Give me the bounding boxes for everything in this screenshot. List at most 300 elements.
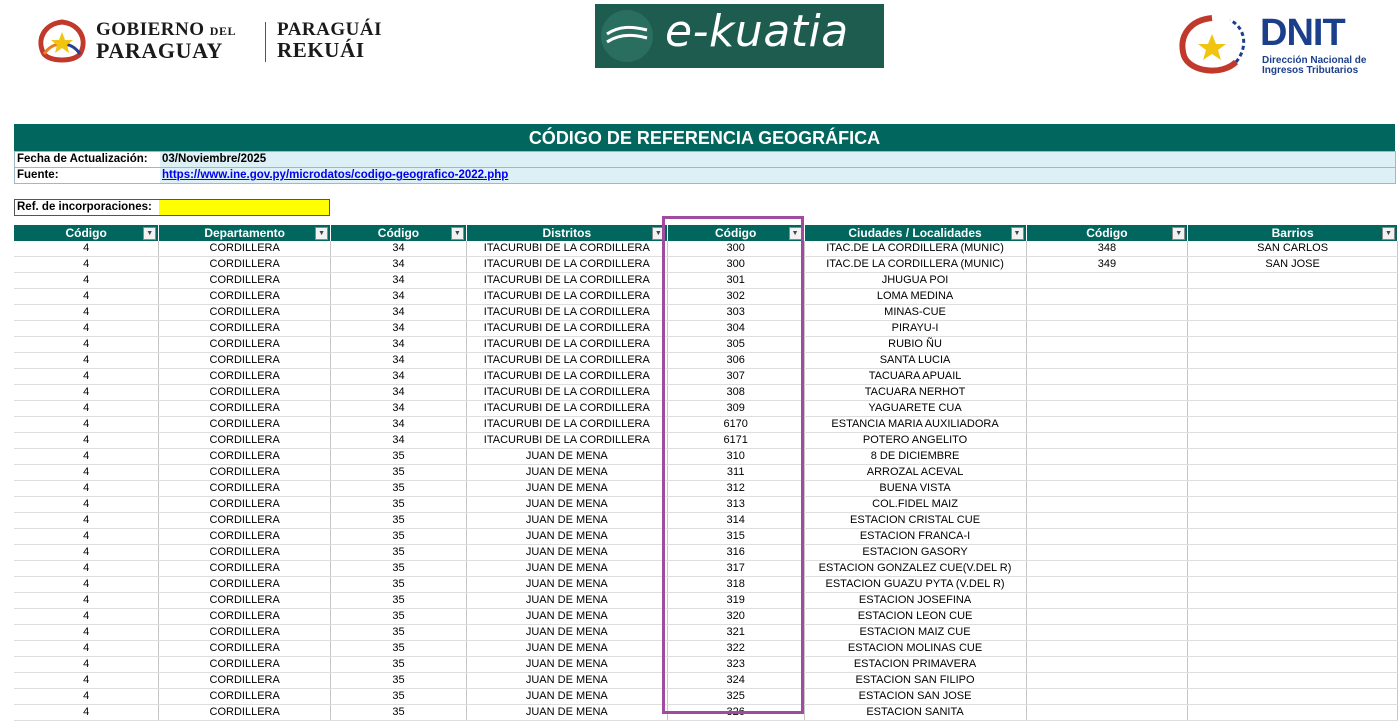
- table-cell[interactable]: [1026, 641, 1188, 657]
- table-cell[interactable]: 34: [331, 321, 467, 337]
- table-cell[interactable]: 4: [14, 497, 159, 513]
- table-cell[interactable]: ITACURUBI DE LA CORDILLERA: [466, 369, 667, 385]
- table-cell[interactable]: [1026, 273, 1188, 289]
- table-cell[interactable]: CORDILLERA: [159, 305, 331, 321]
- table-cell[interactable]: 34: [331, 257, 467, 273]
- table-cell[interactable]: 4: [14, 257, 159, 273]
- table-cell[interactable]: TACUARA APUAIL: [804, 369, 1026, 385]
- table-cell[interactable]: 35: [331, 465, 467, 481]
- table-cell[interactable]: 308: [667, 385, 804, 401]
- column-header[interactable]: [1188, 225, 1398, 241]
- table-cell[interactable]: [1026, 545, 1188, 561]
- fecha-value[interactable]: 03/Noviembre/2025: [160, 151, 1396, 168]
- table-cell[interactable]: [1188, 289, 1398, 305]
- table-cell[interactable]: 35: [331, 481, 467, 497]
- table-cell[interactable]: ESTACION SAN JOSE: [804, 689, 1026, 705]
- table-cell[interactable]: ESTACION LEON CUE: [804, 609, 1026, 625]
- table-cell[interactable]: 315: [667, 529, 804, 545]
- table-cell[interactable]: 4: [14, 337, 159, 353]
- table-cell[interactable]: 4: [14, 689, 159, 705]
- table-cell[interactable]: 4: [14, 369, 159, 385]
- ekuatia-wordmark: e-kuatia: [665, 6, 849, 57]
- table-body: [14, 241, 1398, 721]
- column-header-label: Código: [715, 226, 757, 240]
- table-cell[interactable]: [1026, 321, 1188, 337]
- table-cell[interactable]: 35: [331, 513, 467, 529]
- table-cell[interactable]: [1026, 529, 1188, 545]
- table-cell[interactable]: 34: [331, 337, 467, 353]
- table-cell[interactable]: 35: [331, 577, 467, 593]
- table-row: [14, 289, 1398, 305]
- table-cell[interactable]: [1026, 513, 1188, 529]
- sheet-title: CÓDIGO DE REFERENCIA GEOGRÁFICA: [14, 124, 1395, 151]
- column-header-label: Código: [1086, 226, 1128, 240]
- table-cell[interactable]: [1188, 593, 1398, 609]
- table-cell[interactable]: [1188, 465, 1398, 481]
- table-cell[interactable]: [1026, 673, 1188, 689]
- table-cell[interactable]: CORDILLERA: [159, 673, 331, 689]
- table-cell[interactable]: 35: [331, 449, 467, 465]
- table-cell[interactable]: [1026, 401, 1188, 417]
- table-cell[interactable]: ITACURUBI DE LA CORDILLERA: [466, 385, 667, 401]
- table-cell[interactable]: ESTACION SANITA: [804, 705, 1026, 721]
- table-cell[interactable]: 4: [14, 401, 159, 417]
- table-cell[interactable]: JUAN DE MENA: [466, 481, 667, 497]
- table-cell[interactable]: CORDILLERA: [159, 417, 331, 433]
- table-cell[interactable]: [1026, 561, 1188, 577]
- table-cell[interactable]: [1026, 593, 1188, 609]
- table-cell[interactable]: ITACURUBI DE LA CORDILLERA: [466, 417, 667, 433]
- dnit-subtitle-2: Ingresos Tributarios: [1262, 65, 1359, 76]
- table-cell[interactable]: SAN JOSE: [1188, 257, 1398, 273]
- table-cell[interactable]: 34: [331, 385, 467, 401]
- table-cell[interactable]: 4: [14, 321, 159, 337]
- table-cell[interactable]: CORDILLERA: [159, 433, 331, 449]
- filter-dropdown-icon[interactable]: ▼: [451, 227, 464, 240]
- table-cell[interactable]: 322: [667, 641, 804, 657]
- table-cell[interactable]: 35: [331, 641, 467, 657]
- table-cell[interactable]: CORDILLERA: [159, 593, 331, 609]
- table-cell[interactable]: [1188, 561, 1398, 577]
- table-cell[interactable]: 35: [331, 689, 467, 705]
- table-cell[interactable]: CORDILLERA: [159, 625, 331, 641]
- table-cell[interactable]: ARROZAL ACEVAL: [804, 465, 1026, 481]
- table-cell[interactable]: 8 DE DICIEMBRE: [804, 449, 1026, 465]
- table-cell[interactable]: ESTACION CRISTAL CUE: [804, 513, 1026, 529]
- table-cell[interactable]: 34: [331, 433, 467, 449]
- table-cell[interactable]: LOMA MEDINA: [804, 289, 1026, 305]
- table-cell[interactable]: ITAC.DE LA CORDILLERA (MUNIC): [804, 241, 1026, 257]
- table-cell[interactable]: CORDILLERA: [159, 369, 331, 385]
- table-cell[interactable]: JUAN DE MENA: [466, 545, 667, 561]
- table-cell[interactable]: 4: [14, 353, 159, 369]
- table-cell[interactable]: JUAN DE MENA: [466, 449, 667, 465]
- paraguay-text: PARAGUAY: [96, 38, 224, 63]
- fecha-row: [14, 151, 1395, 167]
- column-header-label: Código: [65, 226, 107, 240]
- table-cell[interactable]: CORDILLERA: [159, 657, 331, 673]
- table-cell[interactable]: [1026, 449, 1188, 465]
- table-cell[interactable]: CORDILLERA: [159, 321, 331, 337]
- filter-dropdown-icon[interactable]: ▼: [789, 227, 802, 240]
- table-cell[interactable]: [1188, 481, 1398, 497]
- table-cell[interactable]: [1188, 273, 1398, 289]
- table-cell[interactable]: 307: [667, 369, 804, 385]
- table-cell[interactable]: 35: [331, 609, 467, 625]
- table-cell[interactable]: MINAS-CUE: [804, 305, 1026, 321]
- table-cell[interactable]: JUAN DE MENA: [466, 625, 667, 641]
- table-cell[interactable]: 4: [14, 545, 159, 561]
- table-cell[interactable]: [1188, 305, 1398, 321]
- table-cell[interactable]: [1188, 705, 1398, 721]
- table-cell[interactable]: ITACURUBI DE LA CORDILLERA: [466, 321, 667, 337]
- table-cell[interactable]: CORDILLERA: [159, 449, 331, 465]
- table-cell[interactable]: 310: [667, 449, 804, 465]
- table-cell[interactable]: [1188, 449, 1398, 465]
- column-header[interactable]: [667, 225, 804, 241]
- table-cell[interactable]: SANTA LUCIA: [804, 353, 1026, 369]
- column-header[interactable]: [331, 225, 467, 241]
- table-cell[interactable]: 4: [14, 593, 159, 609]
- table-cell[interactable]: CORDILLERA: [159, 353, 331, 369]
- table-cell[interactable]: JUAN DE MENA: [466, 593, 667, 609]
- filter-dropdown-icon[interactable]: ▼: [1172, 227, 1185, 240]
- table-cell[interactable]: CORDILLERA: [159, 705, 331, 721]
- table-cell[interactable]: ESTACION GASORY: [804, 545, 1026, 561]
- table-cell[interactable]: ITACURUBI DE LA CORDILLERA: [466, 241, 667, 257]
- ekuatia-emblem-icon: [595, 4, 659, 68]
- table-cell[interactable]: 35: [331, 497, 467, 513]
- table-cell[interactable]: ITACURUBI DE LA CORDILLERA: [466, 273, 667, 289]
- table-cell[interactable]: 4: [14, 465, 159, 481]
- table-cell[interactable]: CORDILLERA: [159, 497, 331, 513]
- table-cell[interactable]: CORDILLERA: [159, 609, 331, 625]
- table-cell[interactable]: [1026, 497, 1188, 513]
- table-cell[interactable]: 300: [667, 241, 804, 257]
- filter-dropdown-icon[interactable]: ▼: [1011, 227, 1024, 240]
- table-cell[interactable]: [1026, 689, 1188, 705]
- column-header-label: Departamento: [204, 226, 285, 240]
- table-cell[interactable]: JUAN DE MENA: [466, 497, 667, 513]
- table-cell[interactable]: CORDILLERA: [159, 289, 331, 305]
- table-cell[interactable]: 35: [331, 561, 467, 577]
- table-row: [14, 257, 1398, 273]
- table-cell[interactable]: JUAN DE MENA: [466, 609, 667, 625]
- table-row: [14, 561, 1398, 577]
- table-cell[interactable]: JUAN DE MENA: [466, 705, 667, 721]
- table-cell[interactable]: ESTACION MOLINAS CUE: [804, 641, 1026, 657]
- table-cell[interactable]: SAN CARLOS: [1188, 241, 1398, 257]
- table-cell[interactable]: 34: [331, 353, 467, 369]
- table-cell[interactable]: [1188, 673, 1398, 689]
- column-header[interactable]: [14, 225, 159, 241]
- table-cell[interactable]: [1188, 401, 1398, 417]
- table-cell[interactable]: 302: [667, 289, 804, 305]
- column-header-label: Distritos: [542, 226, 592, 240]
- table-cell[interactable]: [1026, 481, 1188, 497]
- table-cell[interactable]: 4: [14, 577, 159, 593]
- table-cell[interactable]: [1188, 577, 1398, 593]
- table-cell[interactable]: 4: [14, 705, 159, 721]
- table-cell[interactable]: ITACURUBI DE LA CORDILLERA: [466, 337, 667, 353]
- table-cell[interactable]: [1026, 465, 1188, 481]
- table-cell[interactable]: BUENA VISTA: [804, 481, 1026, 497]
- table-cell[interactable]: 4: [14, 289, 159, 305]
- table-cell[interactable]: ESTACION FRANCA-I: [804, 529, 1026, 545]
- table-cell[interactable]: ITACURUBI DE LA CORDILLERA: [466, 401, 667, 417]
- table-cell[interactable]: 4: [14, 385, 159, 401]
- table-cell[interactable]: 319: [667, 593, 804, 609]
- table-row: [14, 545, 1398, 561]
- table-cell[interactable]: [1026, 657, 1188, 673]
- table-cell[interactable]: [1188, 417, 1398, 433]
- coat-of-arms-icon: [34, 18, 90, 64]
- table-cell[interactable]: JUAN DE MENA: [466, 577, 667, 593]
- table-cell[interactable]: [1026, 609, 1188, 625]
- table-cell[interactable]: [1026, 289, 1188, 305]
- table-cell[interactable]: [1026, 625, 1188, 641]
- table-cell[interactable]: 306: [667, 353, 804, 369]
- filter-dropdown-icon[interactable]: ▼: [652, 227, 665, 240]
- table-cell[interactable]: [1026, 369, 1188, 385]
- table-cell[interactable]: [1188, 625, 1398, 641]
- table-cell[interactable]: [1188, 545, 1398, 561]
- table-cell[interactable]: 303: [667, 305, 804, 321]
- table-cell[interactable]: ESTACION SAN FILIPO: [804, 673, 1026, 689]
- table-cell[interactable]: 35: [331, 705, 467, 721]
- table-cell[interactable]: ITACURUBI DE LA CORDILLERA: [466, 353, 667, 369]
- table-cell[interactable]: [1188, 641, 1398, 657]
- table-cell[interactable]: 309: [667, 401, 804, 417]
- table-cell[interactable]: [1026, 433, 1188, 449]
- table-cell[interactable]: CORDILLERA: [159, 577, 331, 593]
- dnit-seal-icon: [1172, 14, 1254, 78]
- table-cell[interactable]: 348: [1026, 241, 1188, 257]
- table-cell[interactable]: 318: [667, 577, 804, 593]
- table-cell[interactable]: ITACURUBI DE LA CORDILLERA: [466, 305, 667, 321]
- table-cell[interactable]: JUAN DE MENA: [466, 465, 667, 481]
- table-cell[interactable]: JUAN DE MENA: [466, 673, 667, 689]
- table-cell[interactable]: [1026, 577, 1188, 593]
- table-cell[interactable]: [1188, 385, 1398, 401]
- table-cell[interactable]: 4: [14, 513, 159, 529]
- table-cell[interactable]: TACUARA NERHOT: [804, 385, 1026, 401]
- table-cell[interactable]: JUAN DE MENA: [466, 561, 667, 577]
- table-cell[interactable]: 34: [331, 417, 467, 433]
- table-cell[interactable]: ESTACION GONZALEZ CUE(V.DEL R): [804, 561, 1026, 577]
- gobierno-text: GOBIERNO: [96, 19, 205, 40]
- table-cell[interactable]: CORDILLERA: [159, 337, 331, 353]
- table-cell[interactable]: JUAN DE MENA: [466, 529, 667, 545]
- table-row: [14, 593, 1398, 609]
- table-cell[interactable]: 34: [331, 273, 467, 289]
- filter-dropdown-icon[interactable]: ▼: [315, 227, 328, 240]
- table-cell[interactable]: 349: [1026, 257, 1188, 273]
- table-cell[interactable]: ESTANCIA MARIA AUXILIADORA: [804, 417, 1026, 433]
- table-row: [14, 481, 1398, 497]
- table-cell[interactable]: CORDILLERA: [159, 241, 331, 257]
- table-cell[interactable]: 34: [331, 305, 467, 321]
- table-row: [14, 449, 1398, 465]
- table-cell[interactable]: 301: [667, 273, 804, 289]
- table-cell[interactable]: ESTACION PRIMAVERA: [804, 657, 1026, 673]
- table-cell[interactable]: PIRAYU-I: [804, 321, 1026, 337]
- table-cell[interactable]: 4: [14, 529, 159, 545]
- table-cell[interactable]: 4: [14, 241, 159, 257]
- table-cell[interactable]: 300: [667, 257, 804, 273]
- table-row: [14, 369, 1398, 385]
- table-cell[interactable]: 4: [14, 561, 159, 577]
- table-cell[interactable]: [1188, 609, 1398, 625]
- table-cell[interactable]: CORDILLERA: [159, 689, 331, 705]
- table-cell[interactable]: CORDILLERA: [159, 561, 331, 577]
- table-row: [14, 625, 1398, 641]
- dnit-logo: [1172, 14, 1382, 78]
- logo-separator: [265, 22, 266, 62]
- table-cell[interactable]: CORDILLERA: [159, 529, 331, 545]
- table-cell[interactable]: [1026, 353, 1188, 369]
- table-cell[interactable]: CORDILLERA: [159, 257, 331, 273]
- table-cell[interactable]: 321: [667, 625, 804, 641]
- table-cell[interactable]: 4: [14, 609, 159, 625]
- table-cell[interactable]: ITACURUBI DE LA CORDILLERA: [466, 433, 667, 449]
- table-cell[interactable]: [1026, 305, 1188, 321]
- table-cell[interactable]: YAGUARETE CUA: [804, 401, 1026, 417]
- fecha-label: Fecha de Actualización:: [14, 151, 162, 168]
- table-cell[interactable]: 34: [331, 369, 467, 385]
- table-cell[interactable]: COL.FIDEL MAIZ: [804, 497, 1026, 513]
- table-cell[interactable]: CORDILLERA: [159, 401, 331, 417]
- table-cell[interactable]: [1188, 497, 1398, 513]
- paraguai-text: PARAGUÁI: [277, 19, 382, 40]
- table-cell[interactable]: ESTACION JOSEFINA: [804, 593, 1026, 609]
- ref-color-swatch[interactable]: [159, 199, 330, 216]
- table-cell[interactable]: JHUGUA POI: [804, 273, 1026, 289]
- table-cell[interactable]: 34: [331, 241, 467, 257]
- table-cell[interactable]: 317: [667, 561, 804, 577]
- table-cell[interactable]: CORDILLERA: [159, 513, 331, 529]
- table-cell[interactable]: POTERO ANGELITO: [804, 433, 1026, 449]
- table-cell[interactable]: 4: [14, 673, 159, 689]
- table-cell[interactable]: JUAN DE MENA: [466, 513, 667, 529]
- table-cell[interactable]: 311: [667, 465, 804, 481]
- table-cell[interactable]: 320: [667, 609, 804, 625]
- table-cell[interactable]: 4: [14, 273, 159, 289]
- table-cell[interactable]: [1188, 657, 1398, 673]
- table-cell[interactable]: [1188, 369, 1398, 385]
- table-cell[interactable]: [1188, 337, 1398, 353]
- table-cell[interactable]: 325: [667, 689, 804, 705]
- table-cell[interactable]: 35: [331, 625, 467, 641]
- table-cell[interactable]: CORDILLERA: [159, 641, 331, 657]
- table-cell[interactable]: 34: [331, 289, 467, 305]
- table-cell[interactable]: [1026, 417, 1188, 433]
- del-text: DEL: [209, 24, 236, 38]
- fuente-link[interactable]: https://www.ine.gov.py/microdatos/codigo-geografico-2022.php: [162, 169, 509, 181]
- table-cell[interactable]: RUBIO ÑU: [804, 337, 1026, 353]
- table-cell[interactable]: 326: [667, 705, 804, 721]
- table-cell[interactable]: [1026, 337, 1188, 353]
- column-header[interactable]: [1026, 225, 1188, 241]
- table-cell[interactable]: [1188, 689, 1398, 705]
- table-cell[interactable]: JUAN DE MENA: [466, 641, 667, 657]
- filter-dropdown-icon[interactable]: ▼: [1382, 227, 1395, 240]
- table-cell[interactable]: ITAC.DE LA CORDILLERA (MUNIC): [804, 257, 1026, 273]
- table-cell[interactable]: 35: [331, 673, 467, 689]
- table-cell[interactable]: ITACURUBI DE LA CORDILLERA: [466, 289, 667, 305]
- table-cell[interactable]: 35: [331, 545, 467, 561]
- table-row: [14, 401, 1398, 417]
- table-cell[interactable]: 4: [14, 449, 159, 465]
- table-row: [14, 433, 1398, 449]
- table-cell[interactable]: 35: [331, 657, 467, 673]
- table-cell[interactable]: ESTACION GUAZU PYTA (V.DEL R): [804, 577, 1026, 593]
- table-cell[interactable]: [1026, 705, 1188, 721]
- table-row: [14, 465, 1398, 481]
- table-cell[interactable]: 324: [667, 673, 804, 689]
- table-row: [14, 657, 1398, 673]
- table-row: [14, 321, 1398, 337]
- table-cell[interactable]: CORDILLERA: [159, 545, 331, 561]
- table-cell[interactable]: [1188, 513, 1398, 529]
- table-cell[interactable]: [1188, 321, 1398, 337]
- table-cell[interactable]: 35: [331, 593, 467, 609]
- column-header[interactable]: [466, 225, 667, 241]
- table-cell[interactable]: 4: [14, 417, 159, 433]
- table-row: [14, 273, 1398, 289]
- column-header[interactable]: [159, 225, 331, 241]
- column-header[interactable]: [804, 225, 1026, 241]
- table-row: [14, 513, 1398, 529]
- table-cell[interactable]: 4: [14, 657, 159, 673]
- table-cell[interactable]: [1026, 385, 1188, 401]
- table-row: [14, 337, 1398, 353]
- table-cell[interactable]: 305: [667, 337, 804, 353]
- table-cell[interactable]: ESTACION MAIZ CUE: [804, 625, 1026, 641]
- table-cell[interactable]: JUAN DE MENA: [466, 657, 667, 673]
- table-cell[interactable]: [1188, 433, 1398, 449]
- table-row: [14, 305, 1398, 321]
- table-cell[interactable]: JUAN DE MENA: [466, 689, 667, 705]
- table-cell[interactable]: 4: [14, 305, 159, 321]
- fuente-row: [14, 167, 1395, 183]
- table-cell[interactable]: 34: [331, 401, 467, 417]
- table-cell[interactable]: 4: [14, 625, 159, 641]
- table-cell[interactable]: CORDILLERA: [159, 385, 331, 401]
- table-cell[interactable]: 312: [667, 481, 804, 497]
- table-cell[interactable]: 314: [667, 513, 804, 529]
- table-cell[interactable]: 4: [14, 481, 159, 497]
- table-cell[interactable]: 304: [667, 321, 804, 337]
- table-cell[interactable]: 4: [14, 433, 159, 449]
- ref-label: Ref. de incorporaciones:: [14, 199, 160, 216]
- table-cell[interactable]: ITACURUBI DE LA CORDILLERA: [466, 257, 667, 273]
- table-cell[interactable]: CORDILLERA: [159, 481, 331, 497]
- table-cell[interactable]: 35: [331, 529, 467, 545]
- table-cell[interactable]: 313: [667, 497, 804, 513]
- table-cell[interactable]: 6170: [667, 417, 804, 433]
- table-cell[interactable]: [1188, 353, 1398, 369]
- table-cell[interactable]: 316: [667, 545, 804, 561]
- table-cell[interactable]: CORDILLERA: [159, 273, 331, 289]
- table-cell[interactable]: [1188, 529, 1398, 545]
- filter-dropdown-icon[interactable]: ▼: [143, 227, 156, 240]
- table-cell[interactable]: CORDILLERA: [159, 465, 331, 481]
- table-cell[interactable]: 323: [667, 657, 804, 673]
- table-cell[interactable]: 4: [14, 641, 159, 657]
- table-cell[interactable]: 6171: [667, 433, 804, 449]
- geo-code-table: [14, 225, 1398, 721]
